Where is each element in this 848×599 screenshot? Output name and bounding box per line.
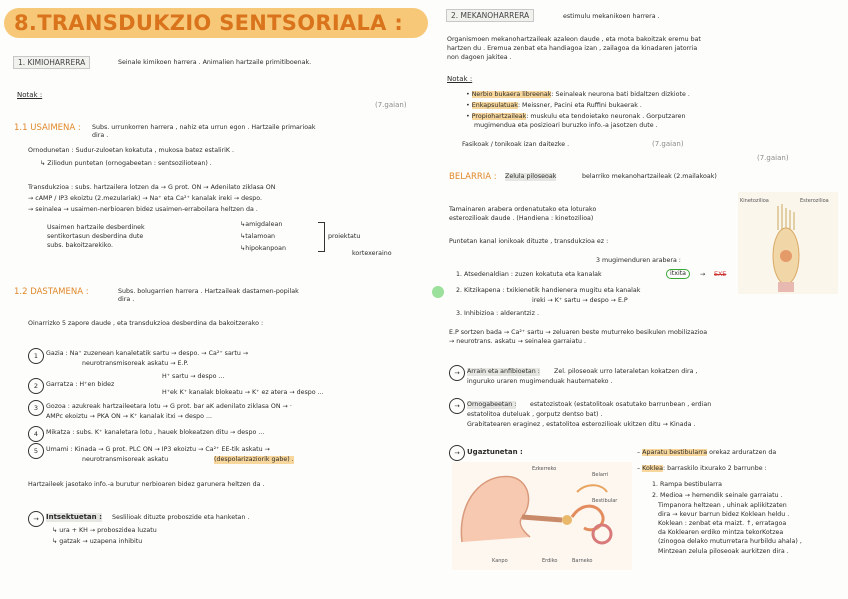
step-2b: ireki → K⁺ sartu → despo → E.P: [532, 297, 628, 304]
dastamena-text-1: Subs. bolugarrien harrera . Hartzaileak dastamen-popilak: [118, 288, 299, 295]
gatzak-item: ↳ gatzak → uzapena inhibitu: [52, 538, 143, 545]
nb-2-text: : Meissner, Pacini eta Ruffini bukaerak .: [517, 102, 642, 109]
zilio-label: Ziliodun puntetan (ornogabeetan : sentsoziliotean) .: [47, 160, 212, 167]
hartzaile-josotako: Hartzaileek jasotako info.-a burutur nerbioaren bidez garunera heltzen da .: [28, 481, 265, 488]
arrow-bullet-ugaztun: →: [449, 445, 465, 461]
fig-label-belarri: Belarri: [592, 472, 609, 478]
mikatza-line: Mikatza : subs. K⁺ kanaletara lotu , hauek blokeatzen ditu → despo ...: [46, 429, 265, 436]
ornogabe-heading: Ornogabeetan :: [467, 401, 517, 408]
gatzak-label: gatzak → uzapena inhibitu: [59, 538, 143, 545]
gozoa-line-1: Gozoa : azukreak hartzaileetara lotu → G prot. bar aK adenilato ziklasa ON → ·: [46, 403, 292, 410]
garratza-b: H⁺ek K⁺ kanalak blokeatu → K⁺ ez atera → despo ...: [162, 389, 324, 396]
tamaina-line-1: Tamainaren arabera ordenatutako eta loturako: [449, 206, 597, 213]
arrow-exe: →: [700, 271, 706, 278]
org-line-3: non dagoen jakitea .: [447, 54, 512, 61]
usaimena-text-1: Subs. urrunkorren harrera , nahiz eta urrun egon . Hartzaile primarioak: [92, 124, 316, 131]
ugaztun-heading: Ugaztunetan :: [467, 448, 523, 456]
fig-label-erdiko: Erdiko: [542, 558, 558, 564]
bullet-3: 3: [28, 400, 44, 416]
koklea-line: – Koklea: barraskilo itxurako 2 barrunbe :: [637, 465, 767, 472]
page-title-banner: [4, 8, 428, 38]
fig-label-kinetozilioa: Kinetozilioa: [740, 198, 769, 204]
dastamena-text-2: dira .: [118, 296, 135, 303]
mugimendu-text: 3 mugimenduren arabera :: [596, 257, 681, 264]
amigdala-item: ↳amigdalean: [240, 221, 283, 228]
transd-line-1: Transdukzioa : subs. hartzailera lotzen da → G prot. ON → Adenilato ziklasa ON: [28, 184, 276, 191]
arrain-heading: Arrain eta anfibioetan :: [467, 368, 540, 375]
fig-label-esterozilioa: Esterozilioa: [800, 198, 829, 204]
nb-3-text: : muskulu eta tendoietako neuronak . Gorputzaren: [526, 113, 686, 120]
ura-item: ↳ ura + KH → proboszidea luzatu: [52, 527, 157, 534]
talamo-label: talamoan: [245, 233, 276, 240]
koklea-5: Koklean : zenbat eta maizt. ↑, erratagoa: [658, 520, 787, 527]
meka-desc: estimulu mekanikoen harrera .: [563, 13, 660, 20]
insektu-text: Seslilioak dituzte proboszide eta hanketan .: [112, 514, 250, 521]
puntetan-text: Puntetan kanal ionikoak dituzte , transdukzioa ez :: [449, 238, 609, 245]
fig-label-kanpo: Kanpo: [492, 558, 508, 564]
dastamena-heading: 1.2 DASTAMENA :: [14, 287, 89, 297]
kimio-desc: Seinale kimikoen harrera . Animalien hartzaile primitiboenak.: [118, 59, 312, 66]
bullet-4: 4: [28, 426, 44, 442]
koklea-3: Timpanora heltzean , uhinak aplikitzaten: [658, 502, 787, 509]
umami-line-2: neurotransmisoreak askatu: [82, 456, 169, 463]
arrow-bullet-ornogabe: →: [449, 398, 465, 414]
nb-line-2: • Enkapsulatuak: Meissner, Pacini eta Ruffini bukaerak .: [466, 102, 642, 109]
nb-3-hl: Propiohartzaileak: [471, 113, 527, 120]
fig-label-bestibular: Bestibular: [592, 498, 618, 504]
koklea-hl: Koklea: [642, 465, 663, 472]
bullet-5: 5: [28, 443, 44, 459]
gaian-note-1: (7.gaian): [652, 140, 684, 148]
belarria-heading: BELARRIA :: [449, 172, 497, 182]
talamo-item: ↳talamoan: [240, 233, 276, 240]
garratza-line: Garratza : H⁺en bidez: [46, 381, 115, 388]
bullet-1: 1: [28, 348, 44, 364]
kimioharrera-box: 1. KIMIOHARRERA: [13, 56, 90, 69]
kortexerako-label: kortexeraino: [352, 250, 392, 257]
ura-label: ura + KH → proboszidea luzatu: [59, 527, 157, 534]
insektu-heading: Intsektuetan :: [46, 513, 102, 521]
nb-2-hl: Enkapsulatuak: [471, 102, 518, 109]
fasikoak-text: Fasikoak / tonikoak izan daitezke .: [462, 141, 570, 148]
step-1: 1. Atsedenaldian : zuzen kokatuta eta kanalak: [456, 271, 602, 278]
garratza-a: H⁺ sartu → despo ...: [162, 373, 225, 380]
ep-line-1: E.P sortzen bada → Ca²⁺ sartu → zeluaren beste muturreko besikulen mobilizazioa: [449, 329, 708, 336]
usaimena-heading: 1.1 USAIMENA :: [14, 123, 81, 133]
hipokanpo-label: hipokanpoan: [245, 245, 286, 252]
ear-figure: [452, 462, 632, 570]
nb-line-1: • Nerbio bukaera libreenak: Seinaleak neurona bati bidaltzen dizkiote .: [466, 91, 690, 98]
nb-1-hl: Nerbio bukaera libreenak: [471, 91, 552, 98]
koklea-text: : barraskilo itxurako 2 barrunbe :: [662, 465, 767, 472]
usaimen-hartz-1: Usaimen hartzaile desberdinek: [47, 224, 145, 231]
aparatu-hl: Aparatu bestibularra: [642, 449, 708, 456]
aparatu-line: – Aparatu bestibularra orekaz arduratzen da: [637, 449, 777, 456]
hipokanpo-item: ↳hipokanpoan: [240, 245, 286, 252]
koklea-8: Mintzean zelula piloseoak aurkitzen dira .: [658, 548, 789, 555]
bracket: [318, 222, 325, 252]
usaimena-text-2: dira .: [92, 132, 109, 139]
proiektatu-label: proiektatu: [328, 233, 361, 240]
arrow-bullet-insektu: →: [28, 511, 44, 527]
transd-line-2: → cAMP / IP3 ekoiztu (2.mezulariak) → Na⁺ eta Ca²⁺ kanalak ireki → despo.: [28, 195, 263, 202]
usaimen-hartz-3: subs. bakoitzarekiko.: [47, 242, 113, 249]
koklea-2: 2. Medioa → hemendik seinale garraiatu .: [652, 492, 783, 499]
arrow-bullet-arrain: →: [449, 365, 465, 381]
gozoa-line-2: AMPc ekoiztu → PKA ON → K⁺ kanalak itxi → despo ...: [46, 413, 212, 420]
bullet-2: 2: [28, 378, 44, 394]
fig-label-ezkerreko: Ezkerreko: [532, 466, 557, 472]
koklea-6: da Koklearen erdiko mintza tekorKotzea: [658, 529, 784, 536]
exe-crossed: EXE: [714, 271, 727, 278]
aparatu-text: orekaz arduratzen da: [709, 449, 777, 456]
koklea-7: (zinogoa delako muturretara hurbildu ahala) ,: [658, 538, 802, 545]
koklea-4: dira → kevur barrun bidez Koklean heldu .: [658, 511, 790, 518]
gazia-line-1: Gazia : Na⁺ zuzenean kanaletatik sartu → despo. → Ca²⁺ sartu →: [46, 350, 249, 357]
usaimen-hartz-2: sentikortasun desberdina dute: [47, 233, 144, 240]
belarria-hl: Zelula piloseoak: [505, 173, 557, 180]
step-3: 3. Inhibizioa : alderantziz .: [456, 310, 539, 317]
ornogabe-text-3: Grabitatearen eraginez , estatolitoa esterozilioak ukitzen ditu → Kinada .: [467, 421, 696, 428]
gaian-note: (7.gaian): [375, 101, 407, 109]
org-line-1: Organismoen mekanohartzaileak azaleon daude , eta mota bakoitzak eremu bat: [447, 36, 701, 43]
umami-highlight: (despolarizaziorik gabe) .: [214, 456, 294, 463]
transd-line-3: → seinalea → usaimen-nerbioaren bidez usaimen-erraboilara heltzen da .: [28, 206, 258, 213]
page-title: 8.TRANSDUKZIO SENTSORIALA :: [14, 11, 404, 35]
itxita-circled: itxita: [666, 269, 690, 279]
ep-line-2: → neurotrans. askatu → seinalea garraiatu .: [449, 338, 586, 345]
arrain-text-2: inguruko uraren mugimenduak hautemateko .: [467, 378, 613, 385]
gazia-line-2: neurotransmisoreak askatu → E.P.: [82, 360, 189, 367]
hair-cell-figure: [738, 192, 838, 294]
zapore-intro: Oinarrizko 5 zapore daude , eta transdukzioa desberdina da bakoitzerako :: [28, 320, 264, 327]
mekanoharrera-box: 2. MEKANOHARRERA: [446, 9, 534, 22]
nb-1-text: : Seinaleak neurona bati bidaltzen dizkiote .: [551, 91, 690, 98]
ornogabe-text-2: estatolitoa duteluak , gorputz dentso bat) .: [467, 411, 603, 418]
arrain-text-1: Zel. piloseoak urro lateraletan kokatzen dira ,: [554, 368, 698, 375]
nb-line-3b: mugimendua eta posizioari buruzko info.-a jasotzen dute .: [474, 122, 658, 129]
nb-line-3: • Propiohartzaileak: muskulu eta tendoietako neuronak . Gorputzaren: [466, 113, 686, 120]
notak-label: Notak :: [17, 91, 43, 99]
gaian-note-2: (7.gaian): [757, 154, 789, 162]
ornodun-text: Ornodunetan : Sudur-zuloetan kokatuta , mukosa batez estaliriK .: [28, 147, 235, 154]
step-2a: 2. Kitzikapena : txikienetik handienera mugitu eta kanalak: [456, 287, 641, 294]
fig-label-barneko: Barneko: [572, 558, 593, 564]
amigdala-label: amigdalean: [245, 221, 283, 228]
belarria-text: belarriko mekanohartzaileak (2.mailakoak): [582, 173, 717, 180]
umami-line-1: Umami : Kinada → G prot. PLC ON → IP3 ekoiztu → Ca²⁺ EE-tik askatu →: [46, 446, 270, 453]
ornogabe-text-1: estatozistoak (estatolitoak osatutako barrunbean , erdian: [530, 401, 712, 408]
green-mark-icon: [432, 286, 444, 298]
koklea-1: 1. Rampa bestibularra: [652, 481, 722, 488]
right-notak: Notak :: [447, 75, 473, 83]
org-line-2: hartzen du . Eremua zenbat eta handiagoa izan , zailagoa da kinadaren jatorria: [447, 45, 698, 52]
tamaina-line-2: esterozilioak daude . (Handiena : kinetozilioa): [449, 215, 594, 222]
zilio-text: ↳ Ziliodun puntetan (ornogabeetan : sentsoziliotean) .: [40, 160, 212, 167]
